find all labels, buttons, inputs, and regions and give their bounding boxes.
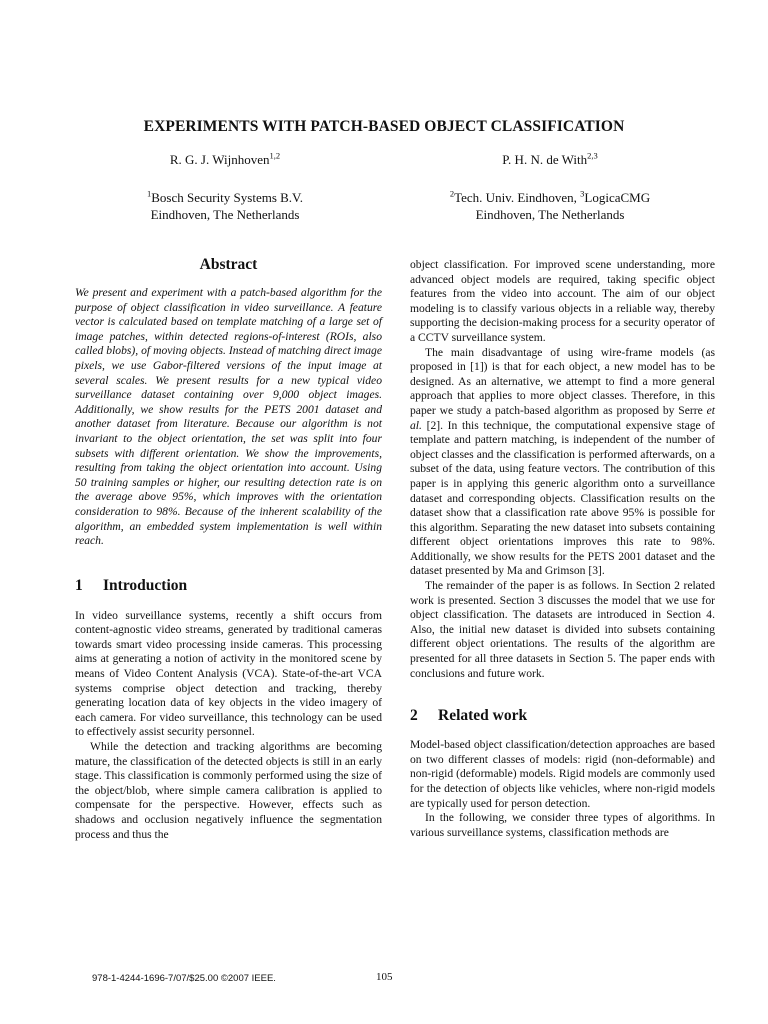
abstract-heading: Abstract: [199, 256, 258, 273]
intro-paragraph-1: In video surveillance systems, recently a shift occurs from content-agnostic video streams, generated by traditional cameras towards smart video processing inside cameras. This processing aims at generating a notion of activity in the monitored scene by means of Video Content Analysis (VCA). State-of-the-art VCA systems comprise object detection and tracking, thereby generating location data of key objects in the video imagery of each camera. For video surveillance, this technology can be used to effectively assist security personnel.: [75, 608, 382, 739]
author-1: [100, 152, 350, 168]
intro-paragraph-4a: The main disadvantage of using wire-frame models (as proposed in [1]) is that for each object, a new model has to be designed. As an alternative, we attempt to find a more general approach that applies to more object classes. Therefore, in this paper we study a patch-based algorithm as proposed by Serre: [410, 345, 715, 417]
affiliation-2-line1b: LogicaCMG: [584, 190, 651, 205]
affiliation-2-sup-a: 2: [449, 188, 455, 199]
author-2: [425, 152, 675, 168]
section-2-number: 2: [410, 707, 418, 725]
section-1-number: 1: [75, 576, 83, 594]
intro-paragraph-3: object classification. For improved scene understanding, more advanced object models are required, taking specific object features from the video into account. The aim of our object modeling is to classify various objects in a reliable way, thereby supporting the decision-making process for a security operator of a CCTV surveillance system.: [410, 258, 715, 344]
author-2-sup: 2,3: [587, 150, 598, 161]
section-2-heading: [410, 707, 715, 725]
affiliation-1-sup: 1: [146, 188, 152, 199]
affiliation-2-sup-b: 3: [580, 188, 585, 199]
intro-paragraph-4b: [2]. In this technique, the computational expensive stage of template and pattern matching, is independent of the number of object classes and the classification is performed afterwards, on a subset of the data, using feature vectors. The contribution of this paper is in applying this generic algorithm onto a surveillance dataset and corresponding objects. Classification results on the dataset show that a classification rate above 95% is possible for this algorithm. Separating the new dataset into subsets containing different object orientations improves this rate to 98%. Additionally, we show results for the PETS 2001 dataset and the dataset presented by Ma and Grimson [3].: [410, 418, 715, 578]
affiliation-2-line1a: Tech. Univ. Eindhoven,: [454, 190, 581, 205]
affiliation-2-line2: Eindhoven, The Netherlands: [475, 207, 625, 222]
affiliation-1: [100, 189, 350, 223]
section-2-title: Related work: [438, 707, 528, 725]
intro-paragraph-5: The remainder of the paper is as follows. In Section 2 related work is presented. Section 3 discusses the model that we use for object classification. The datasets are introduced in Section 4. Also, the initial new dataset is divided into subsets containing different object orientations. The results of the algorithm are presented for all three datasets in Section 5. The paper ends with conclusions and future work.: [410, 579, 715, 680]
author-1-name: R. G. J. Wijnhoven: [169, 152, 270, 167]
abstract-text: We present and experiment with a patch-based algorithm for the purpose of object classification in video surveillance. A feature vector is calculated based on template matching of a large set of image patches, within detected regions-of-interest (ROIs, also called blobs), of moving objects. Instead of matching direct image pixels, we use Gabor-filtered versions of the input image at several scales. We present results for a new typical video surveillance dataset containing over 9,000 object images. Additionally, we show results for the PETS 2001 dataset and another dataset from literature. Because our algorithm is not invariant to the object orientation, the set was split into four subsets with different orientation. We show the improvements, resulting from taking the object orientation into account. Using 50 training samples or higher, our resulting detection rate is on the average above 95%, which improves with the orientation consideration to 98%. Because of the inherent scalability of the algorithm, an embedded system implementation is well within reach.: [75, 286, 382, 548]
related-paragraph-2: In the following, we consider three types of algorithms. In various surveillance systems, classification methods are: [410, 811, 715, 839]
author-1-sup: 1,2: [269, 150, 281, 161]
affiliation-1-line1: Bosch Security Systems B.V.: [151, 190, 304, 205]
section-1-heading: [75, 577, 382, 595]
author-2-name: P. H. N. de With: [502, 152, 588, 167]
copyright-notice: 978-1-4244-1696-7/07/$25.00 ©2007 IEEE.: [92, 973, 276, 984]
right-column: [410, 258, 715, 840]
left-column: [75, 256, 382, 842]
page-number: 105: [376, 971, 393, 983]
related-paragraph-1: Model-based object classification/detection approaches are based on two different classes of models: rigid (non-deformable) and non-rigid (deformable) models. Rigid models are commonly used for the detection of objects like vehicles, where non-rigid models are typically used for person detection.: [410, 738, 715, 810]
intro-paragraph-4-em: et al.: [410, 403, 715, 432]
affiliation-2: [425, 189, 675, 223]
intro-paragraph-2: While the detection and tracking algorithms are becoming mature, the classification of the detected objects is still in an early stage. This classification is commonly performed using the size of the object/blob, where simple camera calibration is applied to compensate for the perspective. However, effects such as shadows and occlusion negatively influence the segmentation process and thus the: [75, 740, 382, 841]
section-1-title: Introduction: [103, 576, 188, 594]
affiliation-1-line2: Eindhoven, The Netherlands: [150, 207, 300, 222]
paper-title: EXPERIMENTS WITH PATCH-BASED OBJECT CLASSIFICATION: [143, 118, 625, 135]
intro-paragraph-4: [410, 346, 715, 580]
